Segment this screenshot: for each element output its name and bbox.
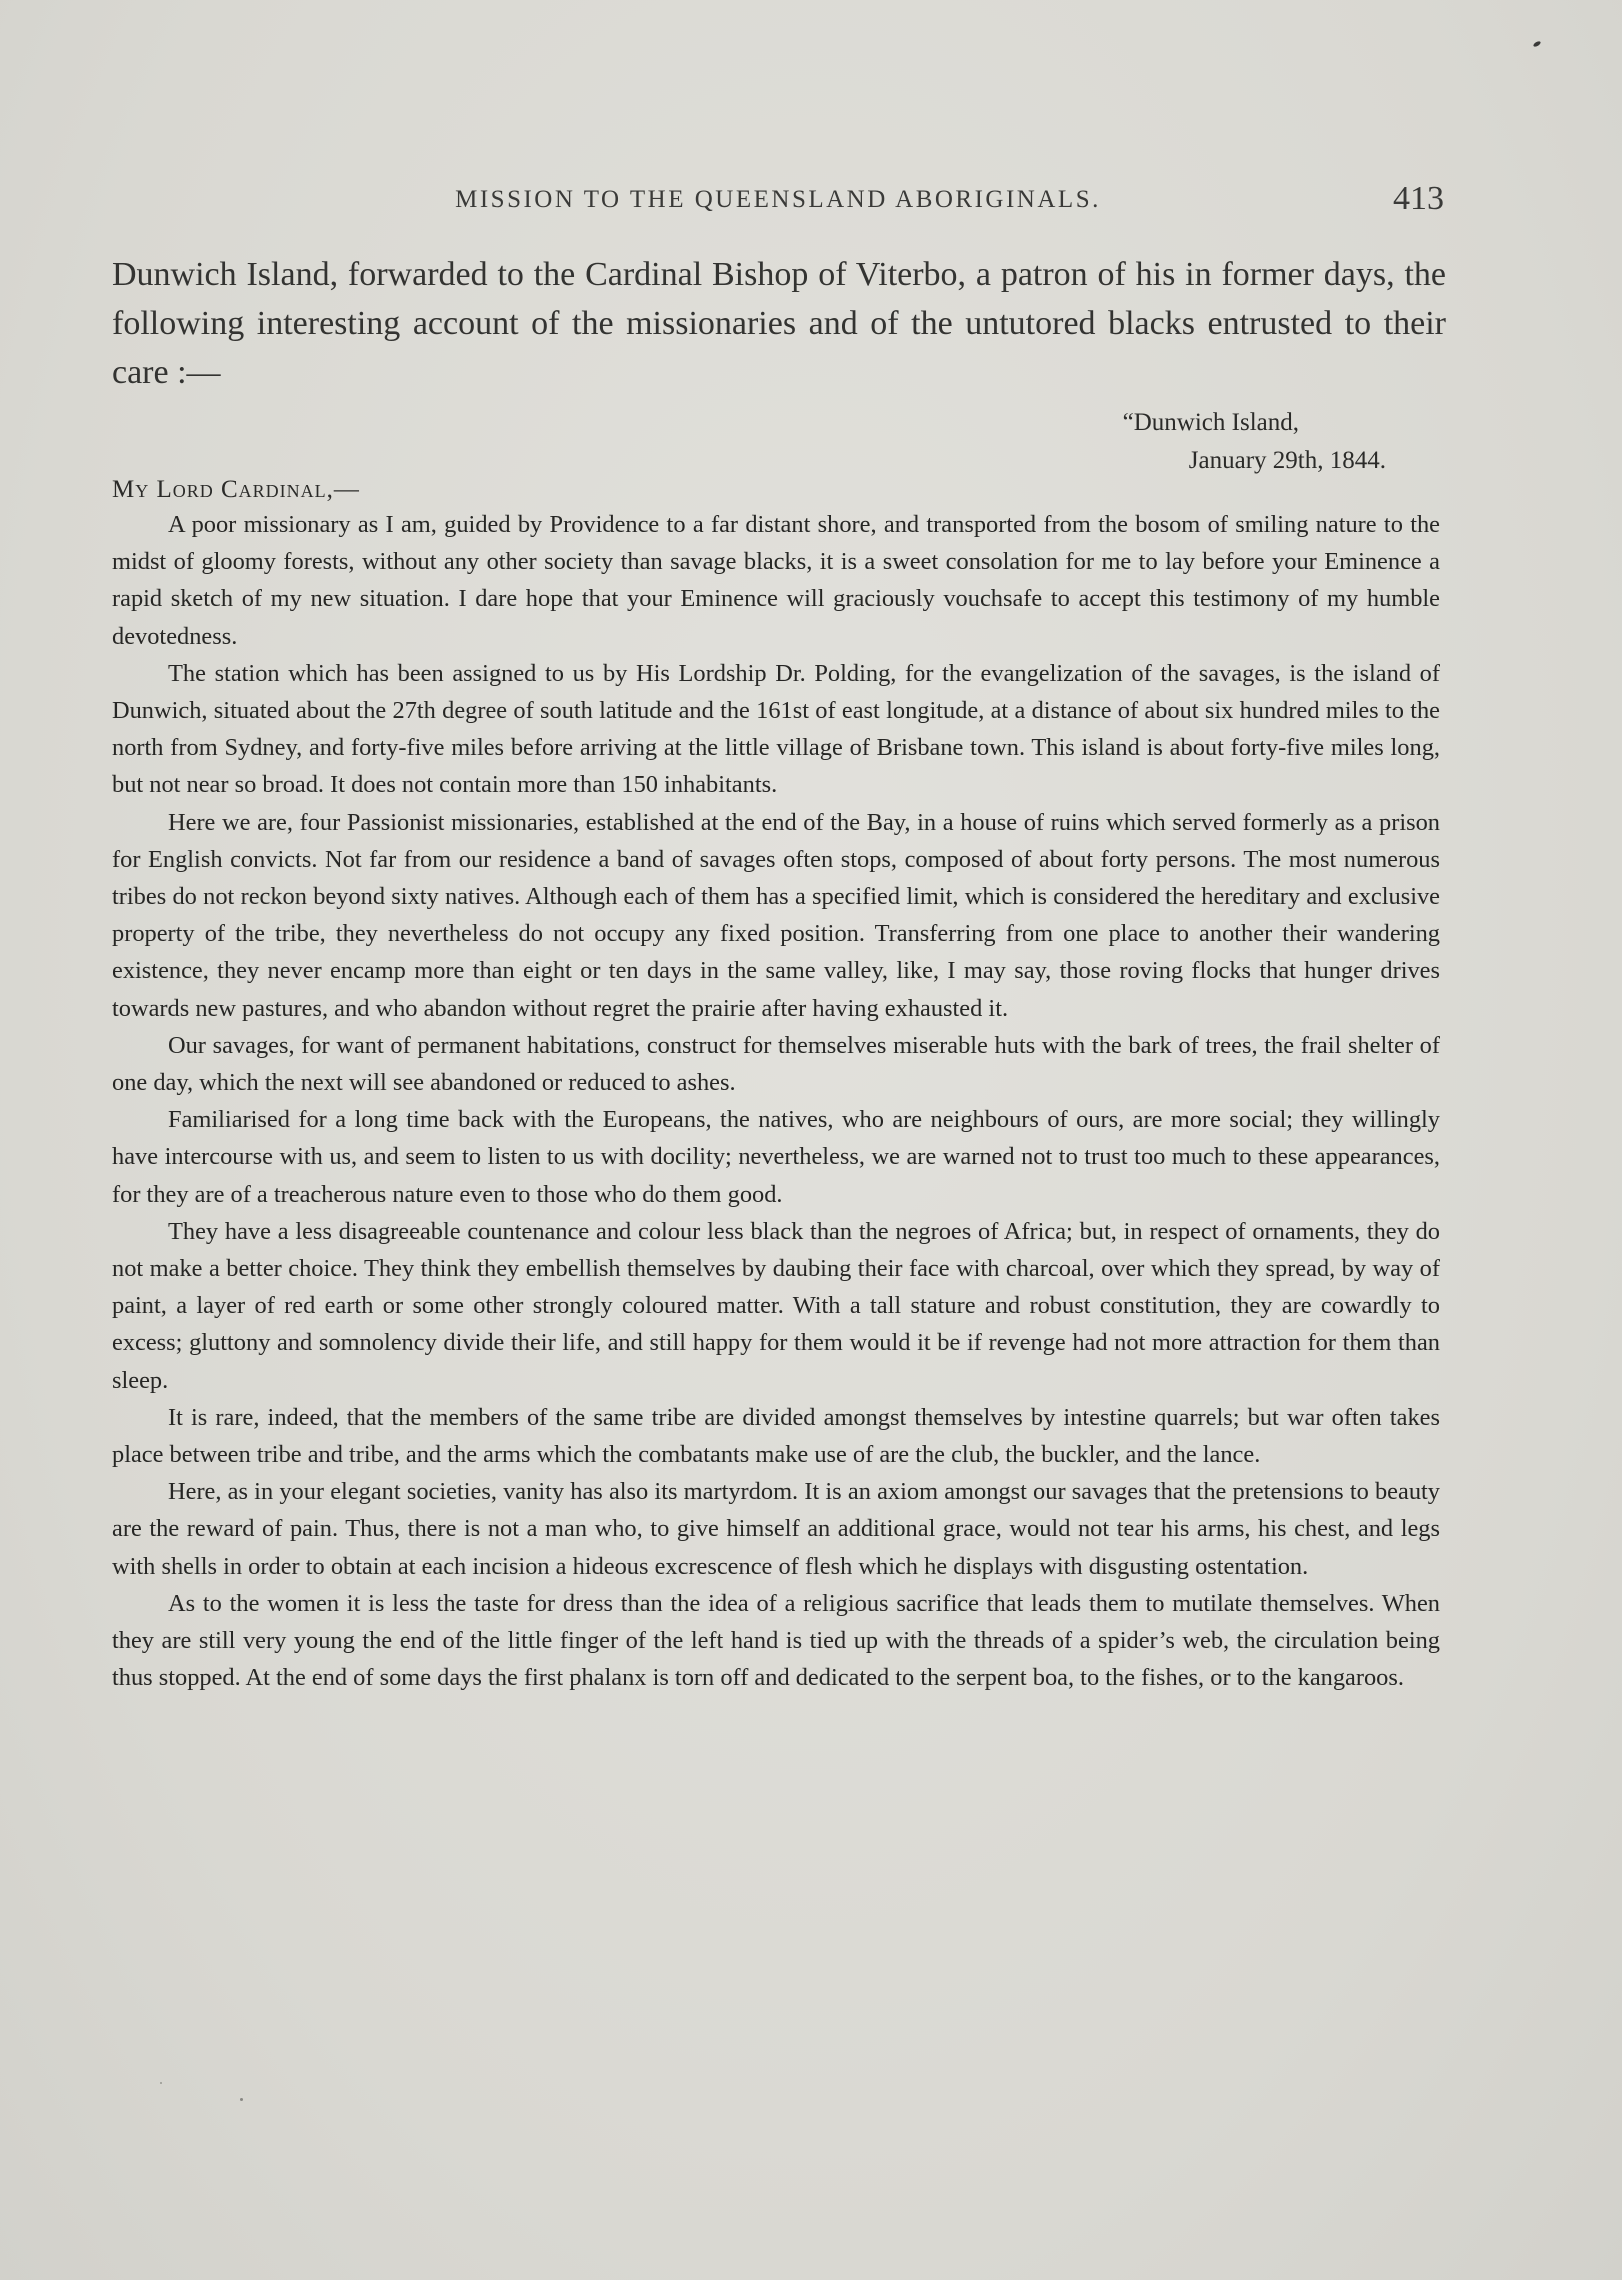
running-head bbox=[112, 180, 1444, 220]
letter-paragraph: They have a less disagreeable countenance and colour less black than the negroes of Africa; but, in respect of ornaments, they do not make a better choice. They think they embellish themselves by daubing their face with charcoal, over which they spread, by way of paint, a layer of red earth or some other strongly coloured matter. With a tall stature and robust constitution, they are cowardly to excess; gluttony and somnolency divide their life, and still happy for them would it be if revenge had not more attraction for them than sleep. bbox=[112, 1217, 1440, 1394]
ink-speck bbox=[160, 2082, 162, 2084]
letter-dateline bbox=[112, 404, 1386, 480]
ink-speck bbox=[240, 2098, 243, 2101]
page-number: 413 bbox=[1393, 180, 1444, 217]
dateline-date: January 29th, 1844. bbox=[1188, 447, 1386, 474]
letter-paragraph: Our savages, for want of permanent habitations, construct for themselves miserable huts with the bark of trees, the frail shelter of one day, which the next will see abandoned or reduced to ashes. bbox=[112, 1031, 1440, 1097]
intro-paragraph: Dunwich Island, forwarded to the Cardinal Bishop of Viterbo, a patron of his in former days, the following interesting account of the missionaries and of the untutored blacks entrusted to their care :— bbox=[112, 256, 1446, 391]
letter-salutation: My Lord Cardinal,— bbox=[112, 476, 360, 503]
letter-paragraph: Here we are, four Passionist missionaries, established at the end of the Bay, in a house of ruins which served formerly as a prison for English convicts. Not far from our residence a band of savages often stops, composed of about forty persons. The most numerous tribes do not reckon beyond sixty natives. Although each of them has a specified limit, which is considered the hereditary and exclusive property of the tribe, they nevertheless do not occupy any fixed position. Transferring from one place to another their wandering existence, they never encamp more than eight or ten days in the same valley, like, I may say, those roving flocks that hunger drives towards new pastures, and who abandon without regret the prairie after having exhausted it. bbox=[112, 808, 1440, 1022]
dateline-place: “Dunwich Island, bbox=[1122, 409, 1299, 436]
letter-body bbox=[112, 506, 1440, 1697]
ink-speck bbox=[1533, 40, 1542, 47]
running-title: MISSION TO THE QUEENSLAND ABORIGINALS. bbox=[455, 186, 1101, 213]
letter-paragraph: It is rare, indeed, that the members of the same tribe are divided amongst themselves by intestine quarrels; but war often takes place between tribe and tribe, and the arms which the combatants make use of are the club, the buckler, and the lance. bbox=[112, 1403, 1440, 1469]
letter-paragraph: Familiarised for a long time back with the Europeans, the natives, who are neighbours of ours, are more social; they willingly have intercourse with us, and seem to listen to us with docility; nevertheless, we are warned not to trust too much to these appearances, for they are of a treacherous nature even to those who do them good. bbox=[112, 1106, 1440, 1208]
letter-paragraph: The station which has been assigned to us by His Lordship Dr. Polding, for the evangelization of the savages, is the island of Dunwich, situated about the 27th degree of south latitude and the 161st of east longitude, at a distance of about six hundred miles to the north from Sydney, and forty-five miles before arriving at the little village of Brisbane town. This island is about forty-five miles long, but not near so broad. It does not contain more than 150 inhabitants. bbox=[112, 659, 1440, 799]
letter-paragraph: Here, as in your elegant societies, vanity has also its martyrdom. It is an axiom amongst our savages that the pretensions to beauty are the reward of pain. Thus, there is not a man who, to give himself an additional grace, would not tear his arms, his chest, and legs with shells in order to obtain at each incision a hideous excrescence of flesh which he displays with disgusting ostentation. bbox=[112, 1478, 1440, 1580]
letter-paragraph: As to the women it is less the taste for dress than the idea of a religious sacrifice that leads them to mutilate themselves. When they are still very young the end of the little finger of the left hand is tied up with the threads of a spider’s web, the circulation being thus stopped. At the end of some days the first phalanx is torn off and dedicated to the serpent boa, to the fishes, or to the kangaroos. bbox=[112, 1589, 1440, 1692]
letter-paragraph: A poor missionary as I am, guided by Providence to a far distant shore, and transported from the bosom of smiling nature to the midst of gloomy forests, without any other society than savage blacks, it is a sweet consolation for me to lay before your Eminence a rapid sketch of my new situation. I dare hope that your Eminence will graciously vouchsafe to accept this testimony of my humble devotedness. bbox=[112, 511, 1440, 650]
